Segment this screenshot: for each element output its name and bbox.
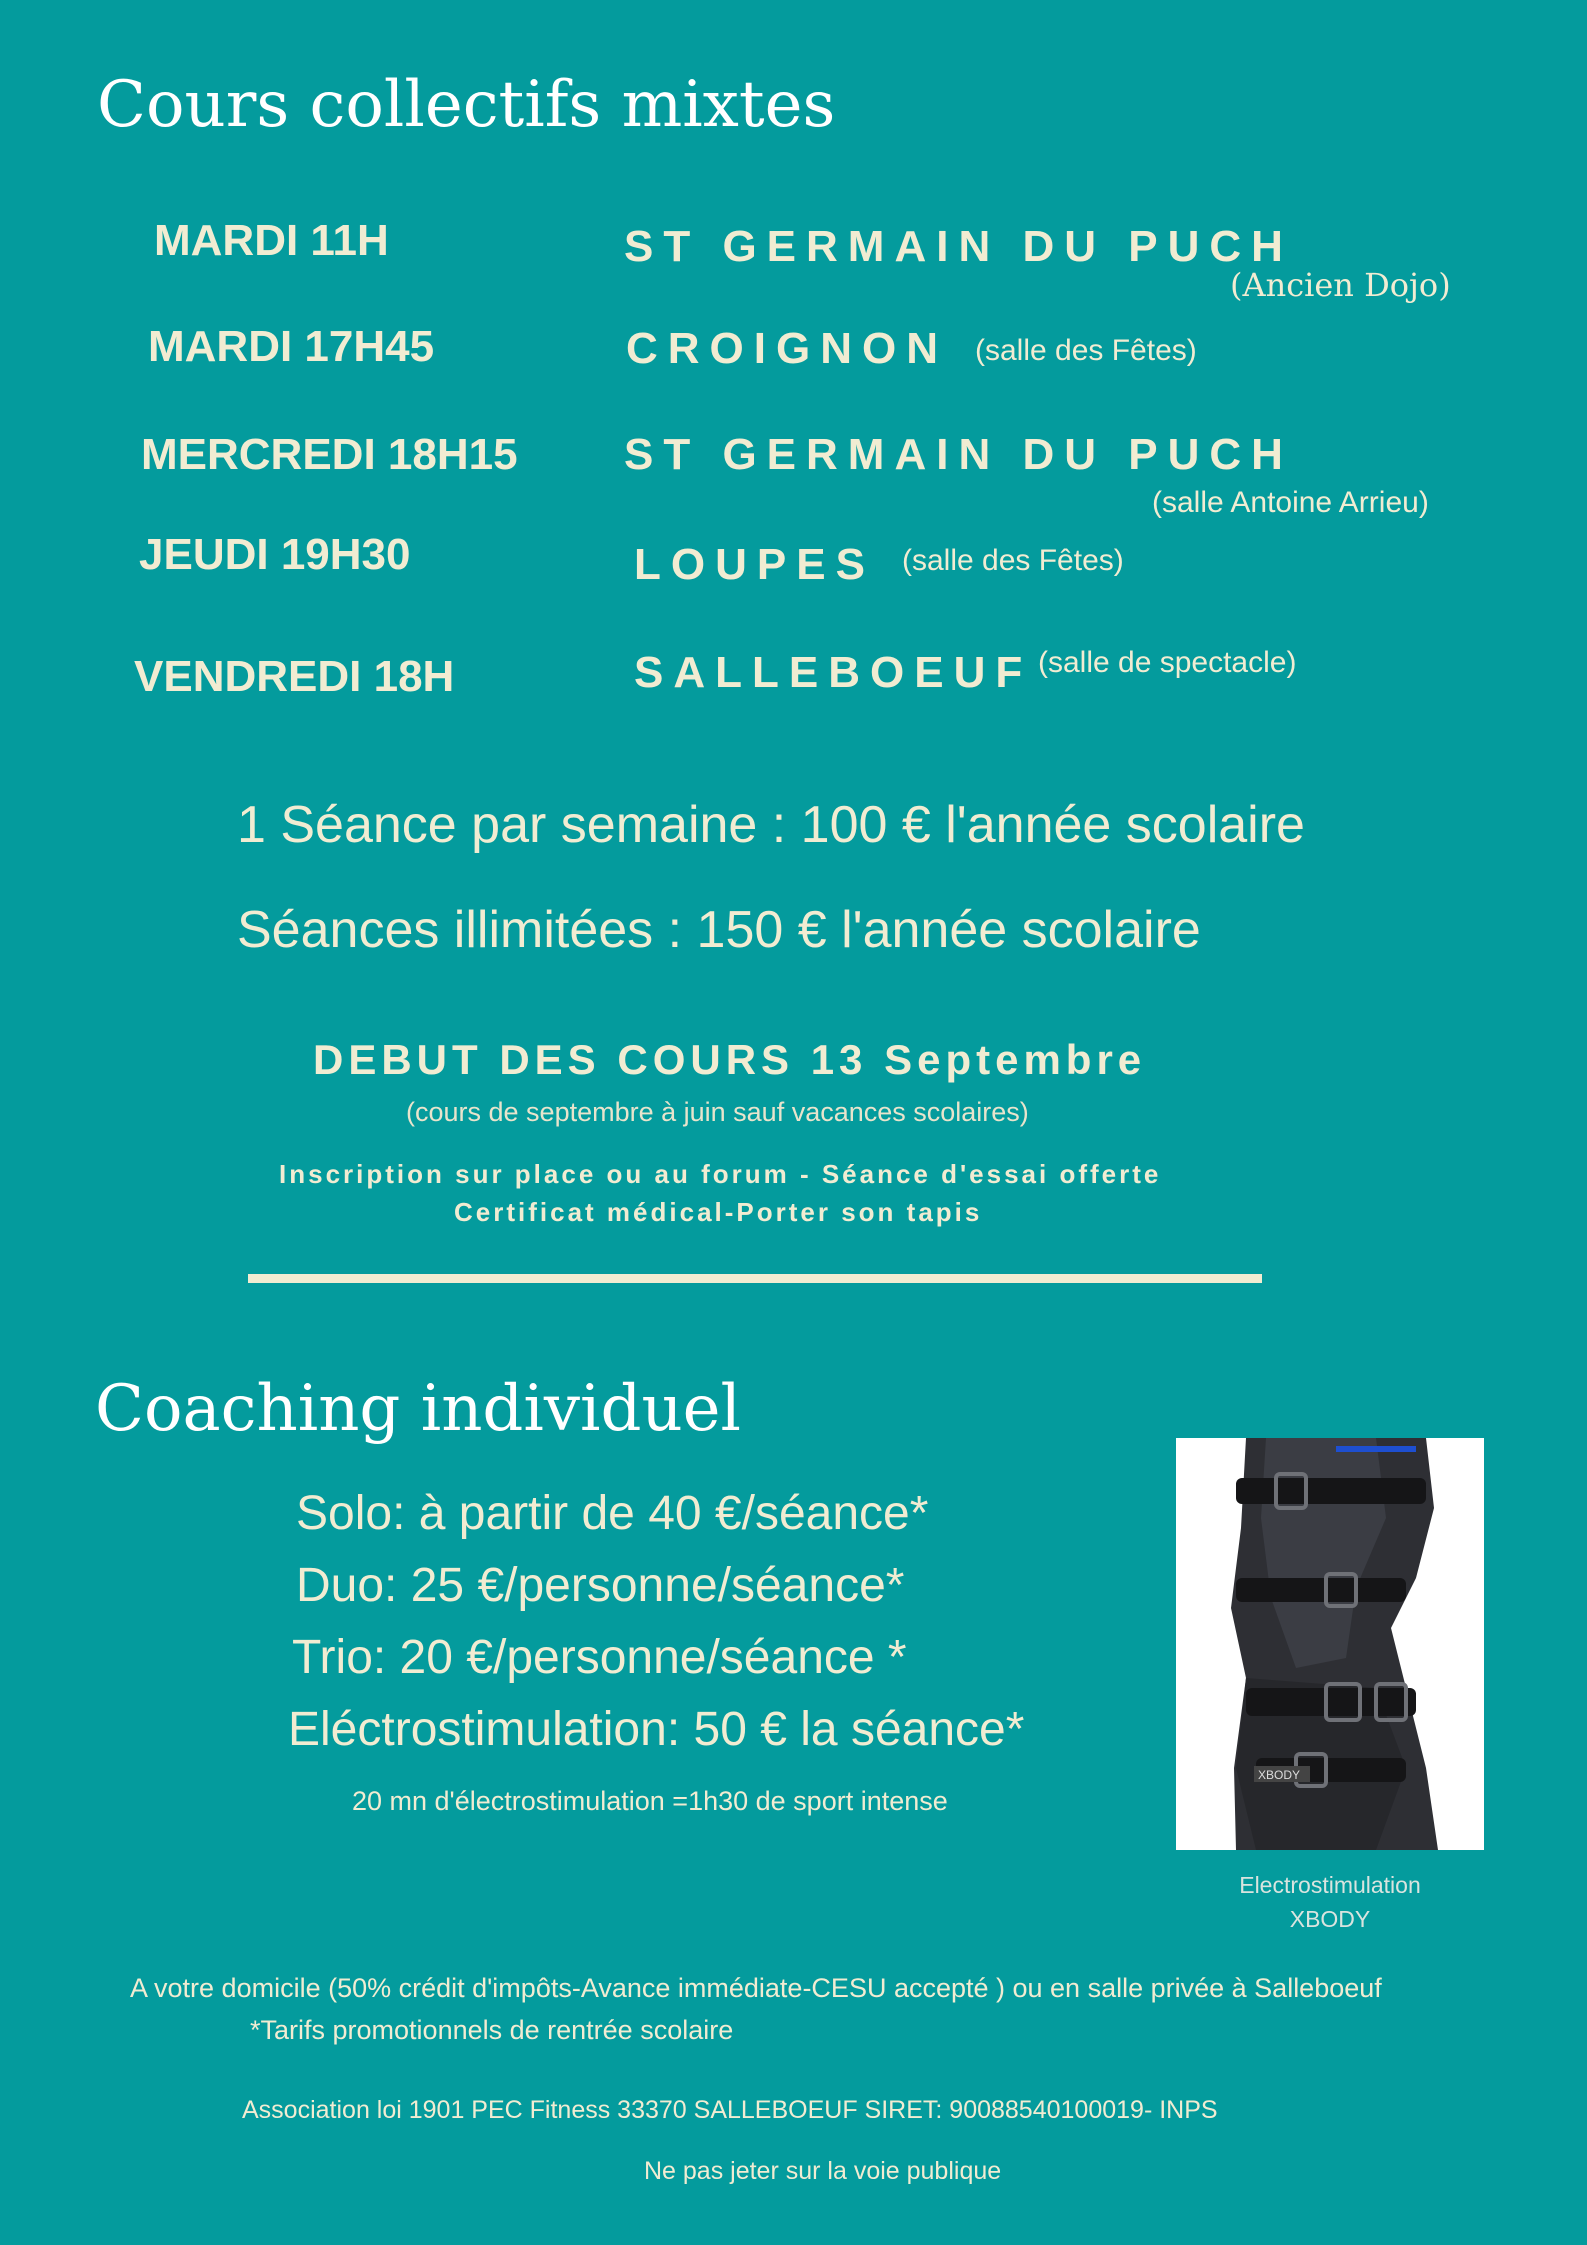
session-note-5: (salle de spectacle) [1038, 646, 1297, 679]
coaching-electro: Eléctrostimulation: 50 € la séance* [288, 1703, 1025, 1756]
section-divider [248, 1274, 1262, 1283]
photo-caption-line2: XBODY [1289, 1906, 1371, 1932]
start-note: (cours de septembre à juin sauf vacances scolaires) [406, 1097, 1029, 1127]
disposal-notice: Ne pas jeter sur la voie publique [644, 2157, 1002, 2185]
session-place-2: CROIGNON [626, 324, 948, 373]
session-day-2: MARDI 17H45 [148, 322, 435, 371]
session-place-1: ST GERMAIN DU PUCH [624, 222, 1293, 271]
requirements-info: Certificat médical-Porter son tapis [454, 1197, 983, 1227]
coaching-trio: Trio: 20 €/personne/séance * [292, 1631, 907, 1684]
section-title-collective: Cours collectifs mixtes [97, 68, 836, 142]
session-day-5: VENDREDI 18H [134, 652, 455, 701]
session-day-4: JEUDI 19H30 [139, 530, 411, 579]
promo-note: *Tarifs promotionnels de rentrée scolaire [250, 2015, 734, 2045]
xbody-suit-illustration [1176, 1438, 1484, 1850]
xbody-logo-text: XBODY [1258, 1768, 1301, 1782]
registration-info: Inscription sur place ou au forum - Séance d'essai offerte [279, 1159, 1162, 1189]
coaching-duo: Duo: 25 €/personne/séance* [296, 1559, 905, 1612]
session-note-4: (salle des Fêtes) [902, 544, 1124, 577]
session-place-4: LOUPES [634, 540, 875, 589]
price-weekly: 1 Séance par semaine : 100 € l'année scolaire [237, 796, 1305, 854]
session-note-2: (salle des Fêtes) [975, 334, 1197, 367]
session-note-3: (salle Antoine Arrieu) [1152, 486, 1429, 519]
start-date: DEBUT DES COURS 13 Septembre [313, 1036, 1147, 1083]
session-note-1: (Ancien Dojo) [1230, 266, 1451, 304]
home-coaching-info: A votre domicile (50% crédit d'impôts-Avance immédiate-CESU accepté ) ou en salle privée à Salleboeuf [130, 1973, 1382, 2003]
session-day-3: MERCREDI 18H15 [141, 430, 518, 479]
price-unlimited: Séances illimitées : 150 € l'année scolaire [237, 901, 1201, 959]
association-info: Association loi 1901 PEC Fitness 33370 SALLEBOEUF SIRET: 90088540100019- INPS [242, 2096, 1218, 2124]
session-place-5: SALLEBOEUF [634, 648, 1033, 697]
section-title-coaching: Coaching individuel [95, 1372, 741, 1446]
electro-note: 20 mn d'électrostimulation =1h30 de sport intense [352, 1786, 948, 1816]
electrostimulation-photo [1176, 1438, 1484, 1850]
coaching-solo: Solo: à partir de 40 €/séance* [296, 1487, 929, 1540]
photo-caption-line1: Electrostimulation [1239, 1872, 1421, 1898]
session-day-1: MARDI 11H [154, 216, 389, 265]
session-place-3: ST GERMAIN DU PUCH [624, 430, 1293, 479]
